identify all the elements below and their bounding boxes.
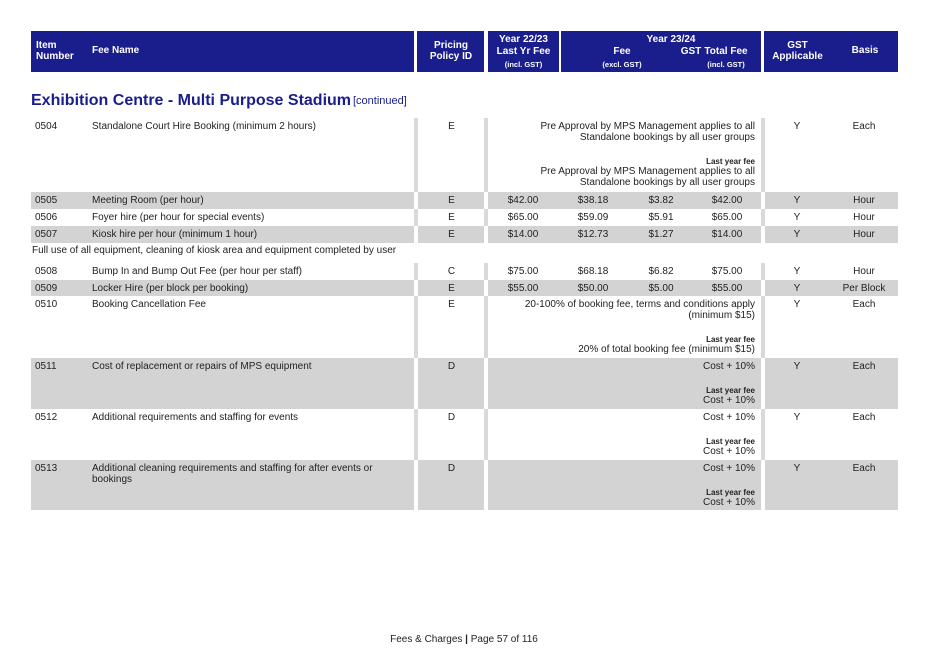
header-year-2223: Year 22/23 bbox=[499, 34, 548, 45]
fee-name: Cost of replacement or repairs of MPS equipment bbox=[92, 361, 312, 372]
table-row bbox=[31, 209, 898, 226]
last-yr-fee: $42.00 bbox=[507, 195, 539, 206]
header-pricing-policy: Pricing Policy ID bbox=[429, 40, 473, 62]
gst-applicable: Y bbox=[793, 229, 801, 240]
fee-name: Bump In and Bump Out Fee (per hour per staff) bbox=[92, 266, 302, 277]
column-divider bbox=[761, 296, 765, 358]
fee-text: Cost + 10% bbox=[703, 361, 755, 372]
last-year-label: Last year fee bbox=[706, 437, 755, 446]
basis: Per Block bbox=[842, 283, 886, 294]
basis: Each bbox=[852, 361, 876, 372]
table-row bbox=[31, 192, 898, 210]
column-divider bbox=[414, 358, 418, 409]
gst-applicable: Y bbox=[793, 361, 801, 372]
column-divider bbox=[761, 209, 765, 226]
pricing-policy: E bbox=[448, 299, 455, 310]
header-year-2324: Year 23/24 bbox=[646, 34, 696, 45]
item-number: 0508 bbox=[35, 266, 58, 277]
gst-amount: $5.91 bbox=[648, 212, 674, 223]
table-row bbox=[31, 226, 898, 243]
column-divider bbox=[414, 280, 418, 296]
fee-excl-gst: $38.18 bbox=[577, 195, 609, 206]
basis: Hour bbox=[853, 195, 875, 206]
column-divider bbox=[484, 358, 488, 409]
fee-name: Booking Cancellation Fee bbox=[92, 299, 206, 310]
item-number: 0510 bbox=[35, 299, 58, 310]
table-row bbox=[31, 358, 898, 409]
header-gst-applicable: GST Applicable bbox=[772, 40, 823, 62]
item-number: 0505 bbox=[35, 195, 58, 206]
fee-name: Standalone Court Hire Booking (minimum 2 hours) bbox=[92, 121, 316, 132]
header-gst-basis-cell bbox=[764, 31, 898, 72]
column-divider bbox=[484, 118, 488, 192]
pricing-policy: D bbox=[447, 412, 456, 423]
gst-applicable: Y bbox=[793, 212, 801, 223]
gst-applicable: Y bbox=[793, 412, 801, 423]
pricing-policy: E bbox=[448, 229, 455, 240]
fee-excl-gst: $59.09 bbox=[577, 212, 609, 223]
fee-name: Locker Hire (per block per booking) bbox=[92, 283, 249, 294]
total-fee: $55.00 bbox=[711, 283, 743, 294]
header-year2223-cell bbox=[488, 31, 559, 72]
gst-applicable: Y bbox=[793, 283, 801, 294]
last-yr-fee: $75.00 bbox=[507, 266, 539, 277]
fee-text: Cost + 10% bbox=[703, 463, 755, 474]
table-row bbox=[31, 263, 898, 280]
fee-excl-gst: $68.18 bbox=[577, 266, 609, 277]
header-basis: Basis bbox=[851, 45, 879, 56]
header-excl-gst: (excl. GST) bbox=[602, 60, 642, 69]
column-divider bbox=[414, 209, 418, 226]
header-year2324-cell bbox=[561, 31, 761, 72]
column-divider bbox=[414, 118, 418, 192]
basis: Each bbox=[852, 463, 876, 474]
column-divider bbox=[761, 409, 765, 460]
table-row bbox=[31, 118, 898, 192]
column-divider bbox=[484, 409, 488, 460]
fee-name: Kiosk hire per hour (minimum 1 hour) bbox=[92, 229, 258, 240]
basis: Hour bbox=[853, 212, 875, 223]
gst-amount: $3.82 bbox=[648, 195, 674, 206]
item-number: 0511 bbox=[35, 361, 57, 372]
last-year-text: Pre Approval by MPS Management applies to all Standalone bookings by all user groups bbox=[540, 166, 755, 188]
item-number: 0512 bbox=[35, 412, 58, 423]
basis: Each bbox=[852, 121, 876, 132]
item-number: 0507 bbox=[35, 229, 58, 240]
item-number: 0509 bbox=[35, 283, 58, 294]
column-divider bbox=[414, 192, 418, 209]
table-row bbox=[31, 280, 898, 296]
pricing-policy: D bbox=[447, 463, 456, 474]
section-title: Exhibition Centre - Multi Purpose Stadium bbox=[31, 92, 352, 109]
footer-page-number: Page 57 of 116 bbox=[470, 634, 538, 645]
column-divider bbox=[484, 280, 488, 296]
last-yr-fee: $14.00 bbox=[507, 229, 539, 240]
column-divider bbox=[761, 280, 765, 296]
gst-amount: $5.00 bbox=[648, 283, 674, 294]
total-fee: $14.00 bbox=[711, 229, 743, 240]
pricing-policy: C bbox=[447, 266, 456, 277]
basis: Each bbox=[852, 299, 876, 310]
basis: Each bbox=[852, 412, 876, 423]
pricing-policy: D bbox=[447, 361, 456, 372]
header-fee: Fee bbox=[613, 46, 631, 57]
column-divider bbox=[761, 460, 765, 510]
last-year-label: Last year fee bbox=[706, 157, 755, 166]
last-year-label: Last year fee bbox=[706, 386, 755, 395]
column-divider bbox=[484, 209, 488, 226]
header-fee-name: Fee Name bbox=[92, 45, 140, 56]
column-divider bbox=[414, 409, 418, 460]
column-divider bbox=[484, 460, 488, 510]
column-divider bbox=[761, 358, 765, 409]
column-divider bbox=[414, 226, 418, 243]
header-pricing-cell bbox=[417, 31, 484, 72]
column-divider bbox=[484, 263, 488, 280]
gst-applicable: Y bbox=[793, 195, 801, 206]
fee-excl-gst: $50.00 bbox=[577, 283, 609, 294]
header-item-number: Item Number bbox=[36, 40, 74, 62]
total-fee: $75.00 bbox=[711, 266, 743, 277]
last-year-label: Last year fee bbox=[706, 488, 755, 497]
gst-applicable: Y bbox=[793, 121, 801, 132]
last-year-text: 20% of total booking fee (minimum $15) bbox=[578, 344, 755, 355]
table-row bbox=[31, 460, 898, 510]
last-year-text: Cost + 10% bbox=[703, 446, 755, 457]
pricing-policy: E bbox=[448, 121, 455, 132]
last-year-text: Cost + 10% bbox=[703, 497, 755, 508]
gst-amount: $1.27 bbox=[648, 229, 674, 240]
total-fee: $65.00 bbox=[711, 212, 743, 223]
gst-amount: $6.82 bbox=[648, 266, 674, 277]
gst-applicable: Y bbox=[793, 266, 801, 277]
item-number: 0506 bbox=[35, 212, 58, 223]
column-divider bbox=[484, 192, 488, 209]
column-divider bbox=[414, 296, 418, 358]
header-gst: GST bbox=[680, 46, 702, 57]
basis: Hour bbox=[853, 229, 875, 240]
total-fee: $42.00 bbox=[711, 195, 743, 206]
page-footer bbox=[0, 634, 928, 645]
last-yr-fee: $65.00 bbox=[507, 212, 539, 223]
gst-applicable: Y bbox=[793, 463, 801, 474]
gst-applicable: Y bbox=[793, 299, 801, 310]
pricing-policy: E bbox=[448, 283, 455, 294]
column-divider bbox=[414, 460, 418, 510]
last-year-text: Cost + 10% bbox=[703, 395, 755, 406]
column-divider bbox=[414, 263, 418, 280]
item-number: 0513 bbox=[35, 463, 58, 474]
column-divider bbox=[761, 118, 765, 192]
fee-name: Additional requirements and staffing for events bbox=[92, 412, 299, 423]
table-header bbox=[31, 31, 898, 72]
row-note bbox=[31, 243, 898, 261]
column-divider bbox=[761, 263, 765, 280]
fee-name: Foyer hire (per hour for special events) bbox=[92, 212, 265, 223]
table-row bbox=[31, 409, 898, 460]
continued-label: [continued] bbox=[353, 95, 407, 107]
column-divider bbox=[484, 226, 488, 243]
header-incl-gst-total: (incl. GST) bbox=[707, 60, 745, 69]
header-total-fee: Total Fee bbox=[704, 46, 748, 57]
header-incl-gst: (incl. GST) bbox=[504, 60, 543, 69]
header-item-fee-cell bbox=[31, 31, 414, 72]
fee-text: Cost + 10% bbox=[703, 412, 755, 423]
column-divider bbox=[761, 226, 765, 243]
header-last-yr-fee: Last Yr Fee bbox=[496, 46, 551, 57]
fee-name: Meeting Room (per hour) bbox=[92, 195, 204, 206]
footer-separator: | bbox=[465, 634, 468, 645]
fee-excl-gst: $12.73 bbox=[577, 229, 609, 240]
fee-text: Pre Approval by MPS Management applies to all Standalone bookings by all user groups bbox=[540, 121, 755, 143]
column-divider bbox=[484, 296, 488, 358]
table-row bbox=[31, 296, 898, 358]
column-divider bbox=[761, 192, 765, 209]
last-year-label: Last year fee bbox=[706, 335, 755, 344]
footer-prefix: Fees & Charges bbox=[390, 634, 463, 645]
fee-name: Additional cleaning requirements and staffing for after events or bookings bbox=[92, 463, 373, 485]
basis: Hour bbox=[853, 266, 875, 277]
item-number: 0504 bbox=[35, 121, 58, 132]
last-yr-fee: $55.00 bbox=[507, 283, 539, 294]
pricing-policy: E bbox=[448, 195, 455, 206]
pricing-policy: E bbox=[448, 212, 455, 223]
row-note-text: Full use of all equipment, cleaning of kiosk area and equipment completed by user bbox=[32, 245, 397, 256]
fee-text: 20-100% of booking fee, terms and conditions apply (minimum $15) bbox=[524, 299, 755, 321]
